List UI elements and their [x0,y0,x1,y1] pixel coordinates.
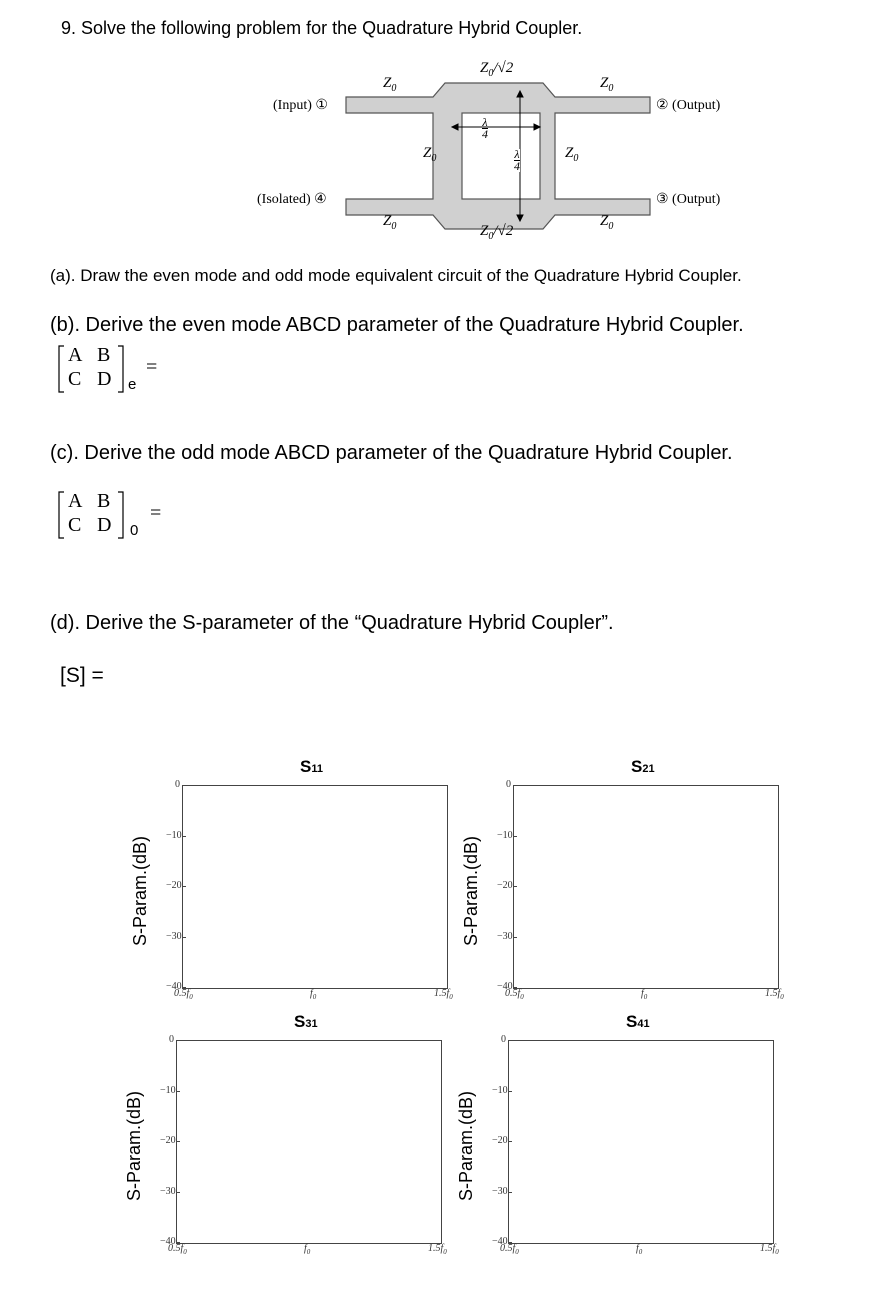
y-tick-label: −20 [497,880,513,891]
port3-label: ③ (Output) [656,192,721,207]
x-tick-label: $1.5f_0$ [434,988,453,1001]
chart-ylabel: S-Param.(dB) [456,1090,476,1201]
x-tick-label: $1.5f_0$ [760,1243,779,1256]
z0-mid-left: $Z_0$ [423,145,437,164]
x-tick-label: $f_0$ [304,1243,311,1256]
lambda-4-horizontal: λ 4 [482,115,488,141]
y-tick-label: 0 [506,779,511,790]
z0-top-right: $Z_0$ [600,75,614,94]
even-d: D [97,368,112,390]
part-b: (b). Derive the even mode ABCD parameter of the Quadrature Hybrid Coupler. [50,314,744,336]
y-tick-label: −30 [160,1185,176,1197]
even-matrix [56,342,166,398]
y-tick-label: −10 [160,1084,176,1096]
x-tick-label: $f_0$ [636,1243,643,1256]
y-tick-label: −40 [497,981,513,992]
question-title: 9. Solve the following problem for the Quadrature Hybrid Coupler. [61,18,583,38]
y-tick-label: 0 [501,1034,506,1045]
port4-label: (Isolated) ④ [257,192,327,207]
y-tick-mark [182,785,186,786]
x-tick-label: $0.5f_0$ [168,1243,187,1256]
y-tick-mark [513,886,517,887]
z0-bottom-right: $Z_0$ [600,213,614,232]
chart-ylabel: S-Param.(dB) [461,835,481,946]
x-tick-label: $1.5f_0$ [765,988,784,1001]
y-tick-label: −20 [160,1135,176,1146]
coupler-diagram [240,55,760,245]
z0-mid-right: $Z_0$ [565,145,579,164]
y-tick-label: −10 [492,1084,508,1096]
chart-title-s31: S31 [294,1012,318,1031]
chart-ylabel: S-Param.(dB) [124,1090,144,1201]
y-tick-mark [182,886,186,887]
odd-d: D [97,514,112,536]
even-b: B [97,344,111,366]
port1-label: (Input) ① [273,98,328,113]
odd-b: B [97,490,111,512]
y-tick-mark [513,836,517,837]
y-tick-mark [176,1091,180,1092]
y-tick-mark [508,1141,512,1142]
lambda-4-vertical: λ 4 [514,147,520,173]
y-tick-label: −30 [497,930,513,942]
odd-brackets [56,488,126,544]
coupler-svg [240,55,760,245]
y-tick-label: −40 [166,981,182,992]
y-tick-mark [182,836,186,837]
chart-frame-s11 [182,785,448,989]
y-tick-label: −10 [497,829,513,841]
y-tick-label: −20 [166,880,182,891]
odd-eq: = [150,502,162,524]
y-tick-label: −10 [166,829,182,841]
chart-frame-s21 [513,785,779,989]
x-tick-label: $f_0$ [641,988,648,1001]
z0-top-left: $Z_0$ [383,75,397,94]
y-tick-mark [508,1192,512,1193]
y-tick-label: 0 [169,1034,174,1045]
y-tick-mark [176,1141,180,1142]
y-tick-mark [513,937,517,938]
odd-sub: 0 [130,522,139,539]
y-tick-label: −30 [492,1185,508,1197]
x-tick-label: $f_0$ [310,988,317,1001]
z0-bottom-left: $Z_0$ [383,213,397,232]
inner-hole [462,113,540,199]
even-c: C [68,368,82,390]
chart-ylabel: S-Param.(dB) [130,835,150,946]
part-d: (d). Derive the S-parameter of the “Quadrature Hybrid Coupler”. [50,612,614,634]
y-tick-mark [182,937,186,938]
x-tick-label: $0.5f_0$ [505,988,524,1001]
y-tick-mark [176,1192,180,1193]
odd-matrix [56,488,166,544]
odd-a: A [68,490,83,512]
even-brackets [56,342,126,398]
chart-title-s21: S21 [631,757,655,776]
x-tick-label: $0.5f_0$ [174,988,193,1001]
y-tick-mark [513,785,517,786]
y-tick-label: −40 [492,1236,508,1247]
port2-label: ② (Output) [656,98,721,113]
even-a: A [68,344,83,366]
x-tick-label: $1.5f_0$ [428,1243,447,1256]
part-a: (a). Draw the even mode and odd mode equivalent circuit of the Quadrature Hybrid Coupler. [50,266,742,285]
part-c: (c). Derive the odd mode ABCD parameter of the Quadrature Hybrid Coupler. [50,442,733,464]
even-eq: = [146,356,158,378]
y-tick-mark [176,1040,180,1041]
chart-frame-s31 [176,1040,442,1244]
chart-title-s41: S41 [626,1012,650,1031]
zsqrt2-bottom: $Z_0/√2$ [480,223,514,242]
x-tick-label: $0.5f_0$ [500,1243,519,1256]
even-sub: e [128,376,137,393]
y-tick-mark [508,1040,512,1041]
y-tick-label: 0 [175,779,180,790]
y-tick-label: −30 [166,930,182,942]
zsqrt2-top: $Z_0/√2$ [480,60,514,79]
s-matrix-label: [S] = [60,664,104,687]
odd-c: C [68,514,82,536]
y-tick-mark [508,1091,512,1092]
y-tick-label: −40 [160,1236,176,1247]
chart-frame-s41 [508,1040,774,1244]
y-tick-label: −20 [492,1135,508,1146]
chart-title-s11: S11 [300,757,323,776]
